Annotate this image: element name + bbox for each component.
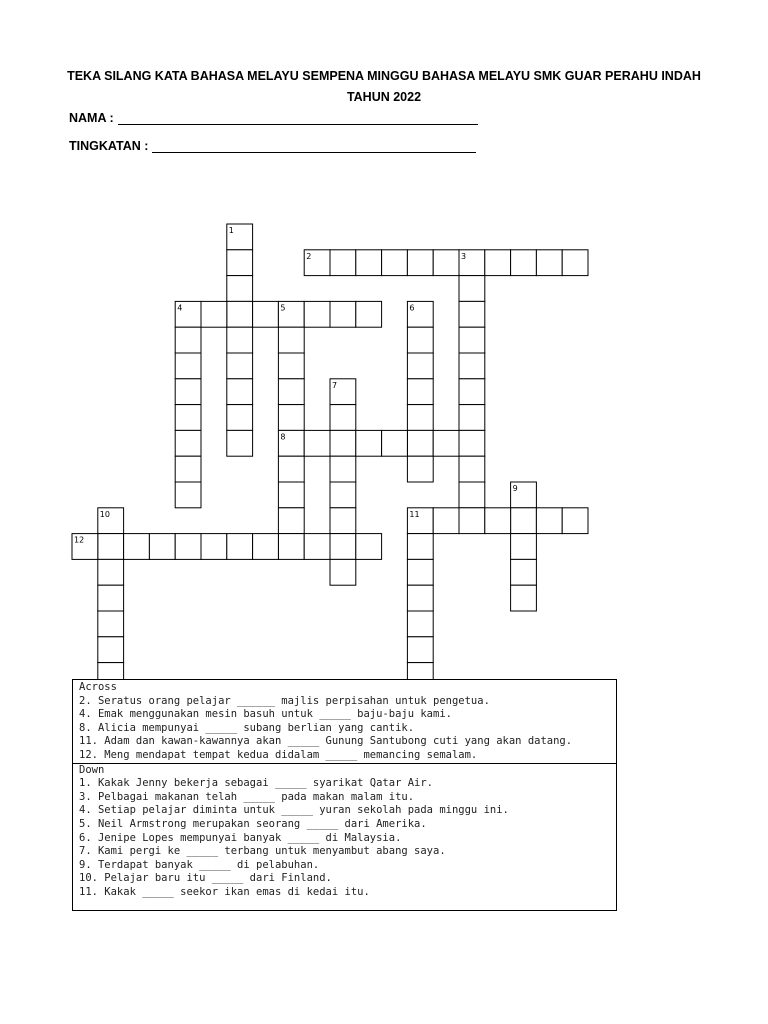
crossword-cell[interactable] <box>459 508 485 534</box>
crossword-cell[interactable] <box>459 482 485 508</box>
crossword-cell[interactable] <box>459 353 485 379</box>
down-clue: 7. Kami pergi ke _____ terbang untuk menyambut abang saya. <box>79 845 446 858</box>
crossword-cell[interactable] <box>459 379 485 405</box>
clue-number-5: 5 <box>280 303 286 313</box>
crossword-cell[interactable] <box>407 379 433 405</box>
down-clue: 9. Terdapat banyak _____ di pelabuhan. <box>79 858 320 871</box>
crossword-cell[interactable] <box>330 430 356 456</box>
clues-box <box>72 679 617 911</box>
down-section <box>73 763 616 900</box>
crossword-cell[interactable] <box>201 534 227 560</box>
crossword-cell[interactable] <box>407 327 433 353</box>
crossword-cell[interactable] <box>382 430 408 456</box>
crossword-cell[interactable] <box>562 508 588 534</box>
crossword-cell[interactable] <box>175 405 201 431</box>
crossword-cell[interactable] <box>278 327 304 353</box>
crossword-cell[interactable] <box>459 430 485 456</box>
crossword-cell[interactable] <box>407 585 433 611</box>
crossword-cell[interactable] <box>227 353 253 379</box>
crossword-cell[interactable] <box>407 353 433 379</box>
clue-number-12: 12 <box>74 535 85 545</box>
crossword-cell[interactable] <box>227 301 253 327</box>
crossword-cell[interactable] <box>175 456 201 482</box>
across-clue: 11. Adam dan kawan-kawannya akan _____ Gunung Santubong cuti yang akan datang. <box>79 735 573 748</box>
crossword-cell[interactable] <box>98 663 124 680</box>
crossword-cell[interactable] <box>149 534 175 560</box>
crossword-cell[interactable] <box>227 405 253 431</box>
across-clue: 4. Emak menggunakan mesin basuh untuk _____ baju-baju kami. <box>79 708 452 721</box>
crossword-cell[interactable] <box>407 611 433 637</box>
crossword-cell[interactable] <box>459 301 485 327</box>
across-heading: Across <box>79 681 117 693</box>
crossword-cell[interactable] <box>407 559 433 585</box>
crossword-cell[interactable] <box>407 456 433 482</box>
crossword-cell[interactable] <box>330 508 356 534</box>
crossword-cell[interactable] <box>278 405 304 431</box>
crossword-cell[interactable] <box>407 430 433 456</box>
crossword-cell[interactable] <box>330 301 356 327</box>
crossword-cell[interactable] <box>433 430 459 456</box>
down-clue: 3. Pelbagai makanan telah _____ pada makan malam itu. <box>79 790 415 803</box>
crossword-cell[interactable] <box>511 585 537 611</box>
clue-number-2: 2 <box>306 251 312 261</box>
crossword-cell[interactable] <box>511 250 537 276</box>
clue-number-3: 3 <box>461 251 467 261</box>
crossword-cell[interactable] <box>201 301 227 327</box>
crossword-cell[interactable] <box>330 482 356 508</box>
crossword-cell[interactable] <box>330 250 356 276</box>
crossword-cell[interactable] <box>356 430 382 456</box>
crossword-cell[interactable] <box>485 508 511 534</box>
title-line-1: TEKA SILANG KATA BAHASA MELAYU SEMPENA MINGGU BAHASA MELAYU SMK GUAR PERAHU INDAH <box>67 69 701 83</box>
clue-number-6: 6 <box>409 303 415 313</box>
crossword-cell[interactable] <box>485 250 511 276</box>
crossword-cell[interactable] <box>227 327 253 353</box>
crossword-cell[interactable] <box>407 534 433 560</box>
crossword-cell[interactable] <box>227 379 253 405</box>
crossword-cell[interactable] <box>356 250 382 276</box>
crossword-cell[interactable] <box>278 482 304 508</box>
down-heading: Down <box>79 763 105 776</box>
tingkatan-label: TINGKATAN : <box>69 139 149 153</box>
crossword-cell[interactable] <box>278 353 304 379</box>
down-clue: 4. Setiap pelajar diminta untuk _____ yuran sekolah pada minggu ini. <box>79 804 509 817</box>
down-clue: 6. Jenipe Lopes mempunyai banyak _____ di Malaysia. <box>79 831 402 844</box>
crossword-cell[interactable] <box>407 405 433 431</box>
crossword-cell[interactable] <box>330 456 356 482</box>
crossword-cell[interactable] <box>459 405 485 431</box>
crossword-cell[interactable] <box>304 430 330 456</box>
crossword-cell[interactable] <box>98 611 124 637</box>
clue-number-7: 7 <box>332 380 338 390</box>
crossword-cell[interactable] <box>511 559 537 585</box>
clue-number-11: 11 <box>409 509 420 519</box>
crossword-cell[interactable] <box>124 534 150 560</box>
crossword-cell[interactable] <box>407 663 433 680</box>
down-clue: 11. Kakak _____ seekor ikan emas di kedai itu. <box>79 885 370 898</box>
across-section <box>73 680 616 763</box>
across-clue: 2. Seratus orang pelajar ______ majlis perpisahan untuk pengetua. <box>79 694 490 707</box>
crossword-cell[interactable] <box>175 379 201 405</box>
down-clue: 1. Kakak Jenny bekerja sebagai _____ syarikat Qatar Air. <box>79 777 434 790</box>
crossword-cell[interactable] <box>536 508 562 534</box>
crossword-cell[interactable] <box>175 430 201 456</box>
title-line-2: TAHUN 2022 <box>346 90 422 104</box>
crossword-cell[interactable] <box>356 301 382 327</box>
down-clue: 10. Pelajar baru itu _____ dari Finland. <box>79 872 332 885</box>
crossword-cell[interactable] <box>278 534 304 560</box>
crossword-cell[interactable] <box>536 250 562 276</box>
crossword-cell[interactable] <box>175 353 201 379</box>
crossword-cell[interactable] <box>227 430 253 456</box>
crossword-cell[interactable] <box>98 637 124 663</box>
clue-number-1: 1 <box>228 226 234 235</box>
clue-number-8: 8 <box>280 432 286 442</box>
crossword-cell[interactable] <box>382 250 408 276</box>
crossword-cell[interactable] <box>278 508 304 534</box>
crossword-cell[interactable] <box>98 585 124 611</box>
crossword-cell[interactable] <box>407 637 433 663</box>
crossword-cell[interactable] <box>98 559 124 585</box>
crossword-cell[interactable] <box>304 534 330 560</box>
crossword-cell[interactable] <box>330 534 356 560</box>
crossword-cell[interactable] <box>330 405 356 431</box>
nama-label: NAMA : <box>69 111 114 125</box>
crossword-cell[interactable] <box>227 534 253 560</box>
across-clue: 8. Alicia mempunyai _____ subang berlian yang cantik. <box>79 721 415 734</box>
crossword-cell[interactable] <box>175 482 201 508</box>
crossword-cell[interactable] <box>511 508 537 534</box>
crossword-cell[interactable] <box>433 508 459 534</box>
crossword-cell[interactable] <box>227 250 253 276</box>
crossword-cell[interactable] <box>459 327 485 353</box>
crossword-cell[interactable] <box>253 534 279 560</box>
crossword-cell[interactable] <box>459 456 485 482</box>
crossword-cell[interactable] <box>407 250 433 276</box>
crossword-cell[interactable] <box>459 276 485 302</box>
crossword-cell[interactable] <box>304 301 330 327</box>
clue-number-10: 10 <box>99 509 110 519</box>
down-clue: 5. Neil Armstrong merupakan seorang _____ dari Amerika. <box>79 817 427 830</box>
crossword-cell[interactable] <box>253 301 279 327</box>
clue-number-9: 9 <box>512 484 518 493</box>
crossword-cell[interactable] <box>98 534 124 560</box>
crossword-cell[interactable] <box>175 327 201 353</box>
crossword-cell[interactable] <box>433 250 459 276</box>
crossword-cell[interactable] <box>562 250 588 276</box>
crossword-cell[interactable] <box>227 276 253 302</box>
across-clue: 12. Meng mendapat tempat kedua didalam _____ memancing semalam. <box>79 748 478 761</box>
crossword-cell[interactable] <box>278 379 304 405</box>
crossword-cell[interactable] <box>511 534 537 560</box>
crossword-cell[interactable] <box>356 534 382 560</box>
crossword-cell[interactable] <box>330 559 356 585</box>
crossword-cell[interactable] <box>175 534 201 560</box>
crossword-cell[interactable] <box>278 456 304 482</box>
clue-number-4: 4 <box>177 303 183 313</box>
